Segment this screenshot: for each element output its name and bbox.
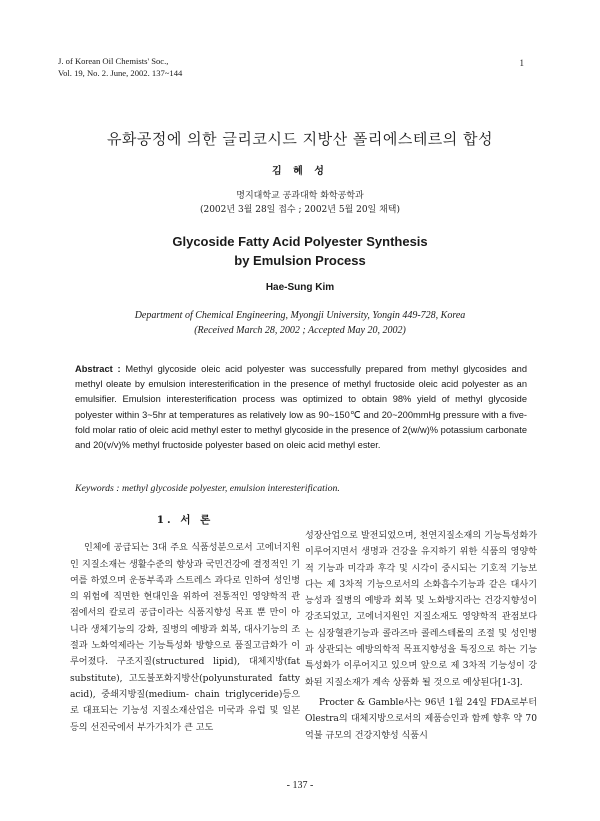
korean-dates: (2002년 3월 28일 접수 ; 2002년 5월 20일 채택) [199,205,401,215]
korean-affiliation: 명지대학교 공과대학 화학공학과 [236,191,364,201]
right-column [305,528,537,748]
english-title [0,232,600,270]
korean-author: 김 혜 성 [272,166,328,177]
journal-citation [58,55,182,79]
abstract [75,362,527,453]
body-paragraph: Procter & Gamble사는 96년 1월 24일 FDA로부터 Olestra의 대체지방으로서의 제품승인과 함께 향후 약 70억불 규모의 건강지향성 식품시 [305,697,537,741]
english-affiliation: Department of Chemical Engineering, Myongji University, Yongin 449-728, Korea [134,310,466,321]
korean-affiliation-block [0,189,600,217]
keywords-label: Keywords : [75,483,120,494]
korean-title: 유화공정에 의한 글리코시드 지방산 폴리에스테르의 합성 [106,130,494,148]
english-affiliation-block [0,308,600,338]
english-dates: (Received March 28, 2002 ; Accepted May 20, 2002) [194,325,406,336]
journal-line-1: J. of Korean Oil Chemists' Soc., [58,56,169,66]
english-title-line-2: by Emulsion Process [234,253,366,268]
section-heading: 1. 서 론 [156,514,214,526]
keywords-text: methyl glycoside polyester, emulsion interesterification. [119,483,340,494]
keywords [75,483,527,494]
page-number: - 137 - [286,780,314,791]
journal-line-2: Vol. 19, No. 2. June, 2002. 137~144 [58,68,183,78]
left-column [70,512,300,740]
body-paragraph: 인체에 공급되는 3대 주요 식품성분으로서 고에너지원인 지질소재는 생활수준의 향상과 국민건강에 결정적인 기여를 하였으며 운동부족과 스트레스 과다로 인하여 성인병의 위험에 직면한 현대인을 위하여 전통적인 영양학적 관점에서의 칼로리 공급이라는 식품지향성 목표 뿐 만이 아니라 생체기능의 강화, 질병의 예방과 회복, 대사기능의 조절과 노화억제라는 기능특성화 방향으로 품질고급화가 이루어졌다. 구조지질(structured lipid), 대체지방(fat substitute), 고도불포화지방산(polyunsturated fatty acid), 중쇄지방질(medium- chain triglyceride)등으로 대표되는 기능성 지질소재산업은 미국과 유럽 및 일본 등의 선진국에서 부가가치가 큰 고도 [70,543,300,733]
corner-page-number: 1 [519,58,524,68]
english-title-line-1: Glycoside Fatty Acid Polyester Synthesis [172,234,428,249]
abstract-label: Abstract : [75,364,121,374]
abstract-text: Methyl glycoside oleic acid polyester was successfully prepared from methyl glycosides and methyl oleate by emulsion interesterification in the presence of methyl fructoside oleic acid polyester as an emulsifier. Emulsion interesterification process was optimized to obtain 98% yield of methyl glycoside polyester within 3~5hr at temperatures as relatively low as 90~150℃ and 20~200mmHg pressure with a five-fold molar ratio of oleic acid methyl ester to methyl glycoside in the presence of 2(w/w)% potassium carbonate and 20(v/v)% methyl fructoside polyester based on oleic acid methyl ester. [75,364,527,451]
body-paragraph-continued: 성장산업으로 발전되었으며, 천연지질소재의 기능특성화가 이루어지면서 생명과 건강을 유지하기 위한 식품의 영양학적 기능과 미각과 후각 및 시각이 중시되는 기호적 기능보다는 제 3차적 기능으로서의 소화흡수기능과 같은 대사기능성과 질병의 예방과 회복 및 노화방지라는 건강지향성이 강조되었고, 고에너지원인 지질소재도 영양학적 관점보다는 심장혈관기능과 콜라즈마 콜레스테롤의 조절 및 성인병과 상관되는 예방의학적 목표지향성을 특징으로 하는 기능특성화가 이루어지고 있으며 앞으로 제 3차적 기능성이 강화된 지질소재가 계속 상품화 될 것으로 예상된다[1-3]. [305,531,537,688]
english-author: Hae-Sung Kim [265,282,335,293]
